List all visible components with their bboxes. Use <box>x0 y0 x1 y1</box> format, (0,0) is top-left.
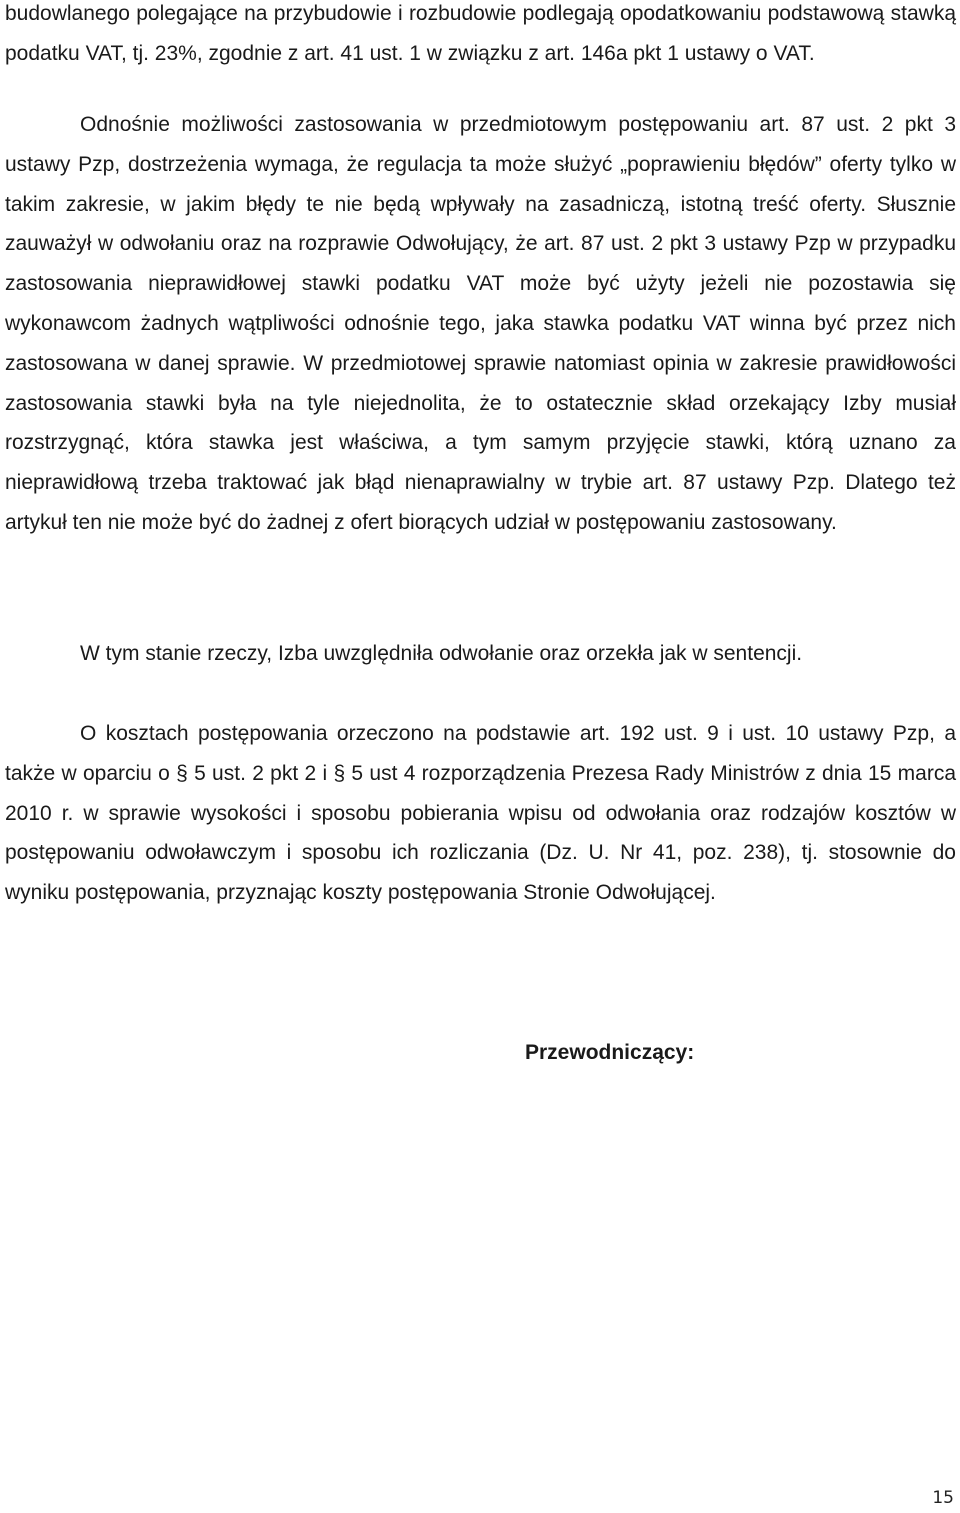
paragraph-costs: O kosztach postępowania orzeczono na podstawie art. 192 ust. 9 i ust. 10 ustawy Pzp, a także w oparciu o § 5 ust. 2 pkt 2 i § 5 ust 4 rozporządzenia Prezesa Rady Ministrów z dnia 15 marca 2010 r. w sprawie wysokości i sposobu pobierania wpisu od odwołania oraz rodzajów kosztów w postępowaniu odwoławczym i sposobu ich rozliczania (Dz. U. Nr 41, poz. 238), tj. stosownie do wyniku postępowania, przyznając koszty postępowania Stronie Odwołującej. <box>5 722 956 905</box>
paragraph-ruling: W tym stanie rzeczy, Izba uwzględniła odwołanie oraz orzekła jak w sentencji. <box>80 642 803 665</box>
paragraph-art-87-analysis: Odnośnie możliwości zastosowania w przedmiotowym postępowaniu art. 87 ust. 2 pkt 3 ustawy Pzp, dostrzeżenia wymaga, że regulacja ta może służyć „poprawieniu błędów” oferty tylko w takim zakresie, w jakim błędy te nie będą wpływały na zasadniczą, istotną treść oferty. Słusznie zauważył w odwołaniu oraz na rozprawie Odwołujący, że art. 87 ust. 2 pkt 3 ustawy Pzp w przypadku zastosowania nieprawidłowej stawki podatku VAT może być użyty jeżeli nie pozostawia się wykonawcom żadnych wątpliwości odnośnie tego, jaka stawka podatku VAT winna być przez nich zastosowana w danej sprawie. W przedmiotowej sprawie natomiast opinia w zakresie prawidłowości zastosowania stawki była na tyle niejednolita, że to ostatecznie skład orzekający Izby musiał rozstrzygnąć, która stawka jest właściwa, a tym samym przyjęcie stawki, którą uznano za nieprawidłową trzeba traktować jak błąd nienaprawialny w trybie art. 87 ustawy Pzp. Dlatego też artykuł ten nie może być do żadnej z ofert biorących udział w postępowaniu zastosowany. <box>5 113 956 534</box>
paragraph-vat-rate: budowlanego polegające na przybudowie i rozbudowie podlegają opodatkowaniu podstawową stawką podatku VAT, tj. 23%, zgodnie z art. 41 ust. 1 w związku z art. 146a pkt 1 ustawy o VAT. <box>5 2 956 65</box>
page-number: 15 <box>932 1488 954 1508</box>
signature-label: Przewodniczący: <box>525 1041 695 1064</box>
